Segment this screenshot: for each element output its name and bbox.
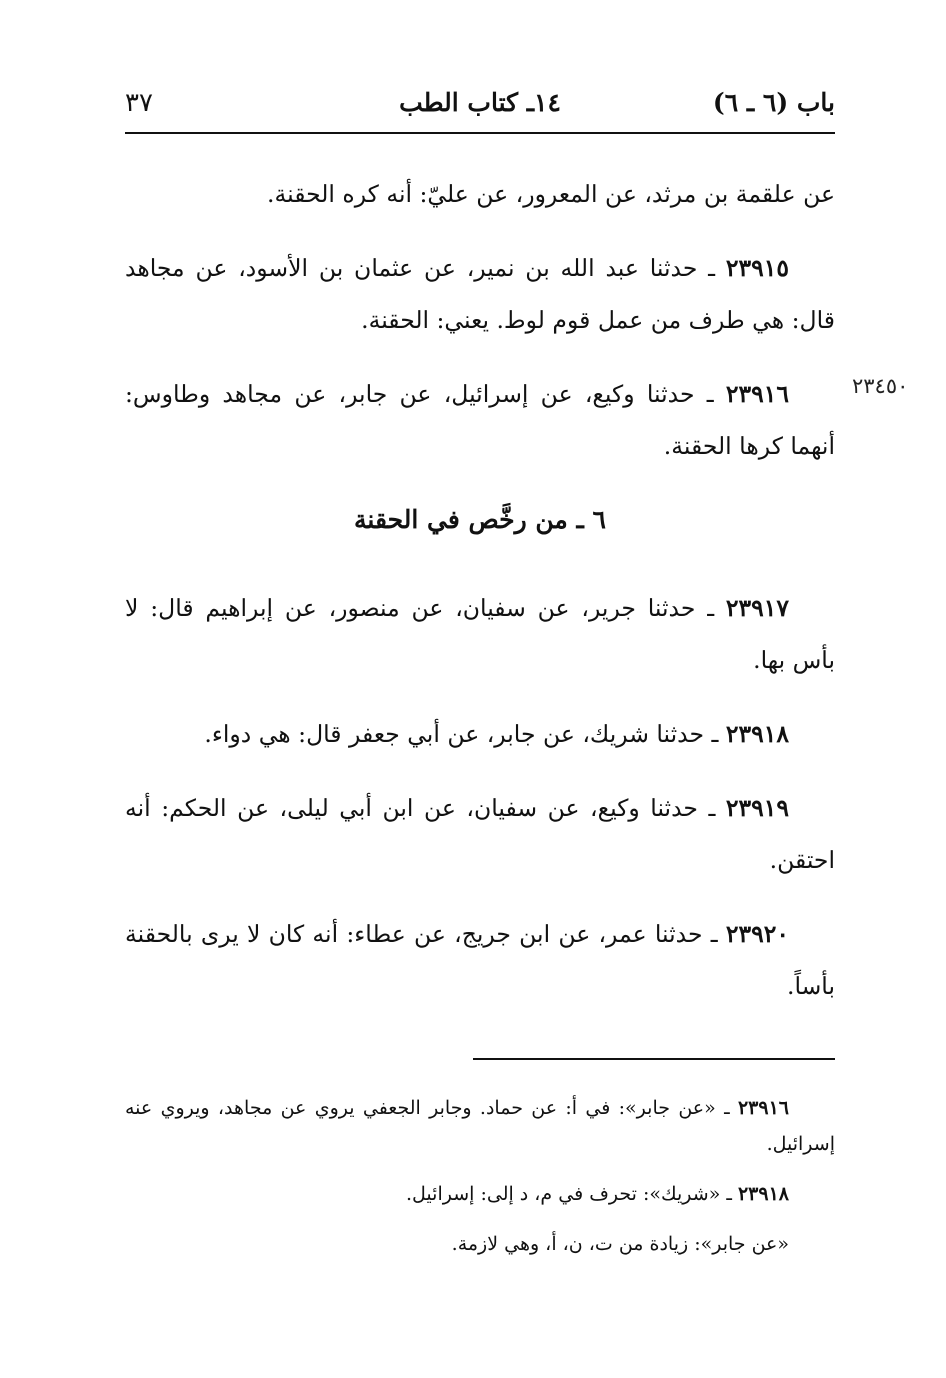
header-divider xyxy=(125,132,835,134)
hadith-23917 xyxy=(125,582,835,686)
hadith-text: ـ حدثنا وكيع، عن سفيان، عن ابن أبي ليلى، عن الحكم: أنه احتقن. xyxy=(125,794,835,874)
hadith-text: ـ حدثنا عبد الله بن نمير، عن عثمان بن الأسود، عن مجاهد قال: هي طرف من عمل قوم لوط. يعني: الحقنة. xyxy=(125,254,835,334)
page-number: ٣٧ xyxy=(125,88,153,118)
hadith-23920 xyxy=(125,908,835,1012)
hadith-23915 xyxy=(125,242,835,346)
hadith-23918 xyxy=(125,708,835,760)
footnote-text: ـ «شريك»: تحرف في م، د إلى: إسرائيل. xyxy=(406,1183,738,1205)
footnote-text: «عن جابر»: زيادة من ت، ن، أ، وهي لازمة. xyxy=(451,1233,789,1255)
hadith-number: ٢٣٩١٥ xyxy=(725,254,789,282)
chapter-title: باب (٦ ـ ٦) xyxy=(712,88,835,117)
main-text xyxy=(125,168,835,1034)
hadith-number: ٢٣٩١٧ xyxy=(725,594,789,622)
hadith-number: ٢٣٩١٦ xyxy=(725,380,789,408)
footnote-number: ٢٣٩١٦ xyxy=(737,1097,789,1119)
book-title: ١٤ـ كتاب الطب xyxy=(399,88,561,117)
footnote xyxy=(125,1226,835,1262)
paragraph-continuation xyxy=(125,168,835,220)
hadith-number: ٢٣٩٢٠ xyxy=(725,920,789,948)
hadith-23919 xyxy=(125,782,835,886)
footnote xyxy=(125,1176,835,1212)
section-heading: ٦ ـ من رخَّص في الحقنة xyxy=(354,505,606,534)
margin-reference-number: ٢٣٤٥٠ xyxy=(852,374,909,398)
footnote-number: ٢٣٩١٨ xyxy=(737,1183,789,1205)
footnote-divider xyxy=(473,1058,835,1060)
hadith-number: ٢٣٩١٩ xyxy=(725,794,789,822)
footnote xyxy=(125,1090,835,1162)
hadith-text: ـ حدثنا وكيع، عن إسرائيل، عن جابر، عن مجاهد وطاوس: أنهما كرها الحقنة. xyxy=(125,380,835,460)
hadith-text: ـ حدثنا عمر، عن ابن جريج، عن عطاء: أنه كان لا يرى بالحقنة بأساً. xyxy=(125,920,835,1000)
hadith-text: ـ حدثنا شريك، عن جابر، عن أبي جعفر قال: هي دواء. xyxy=(204,720,726,748)
paragraph-text: عن علقمة بن مرثد، عن المعرور، عن عليّ: أنه كره الحقنة. xyxy=(267,180,835,208)
footnote-text: ـ «عن جابر»: في أ: عن حماد. وجابر الجعفي يروي عن مجاهد، ويروي عنه إسرائيل. xyxy=(125,1097,835,1155)
running-header xyxy=(125,88,835,128)
hadith-text: ـ حدثنا جرير، عن سفيان، عن منصور، عن إبراهيم قال: لا بأس بها. xyxy=(125,594,835,674)
footnotes xyxy=(125,1090,835,1276)
hadith-23916 xyxy=(125,368,835,472)
hadith-number: ٢٣٩١٨ xyxy=(725,720,789,748)
